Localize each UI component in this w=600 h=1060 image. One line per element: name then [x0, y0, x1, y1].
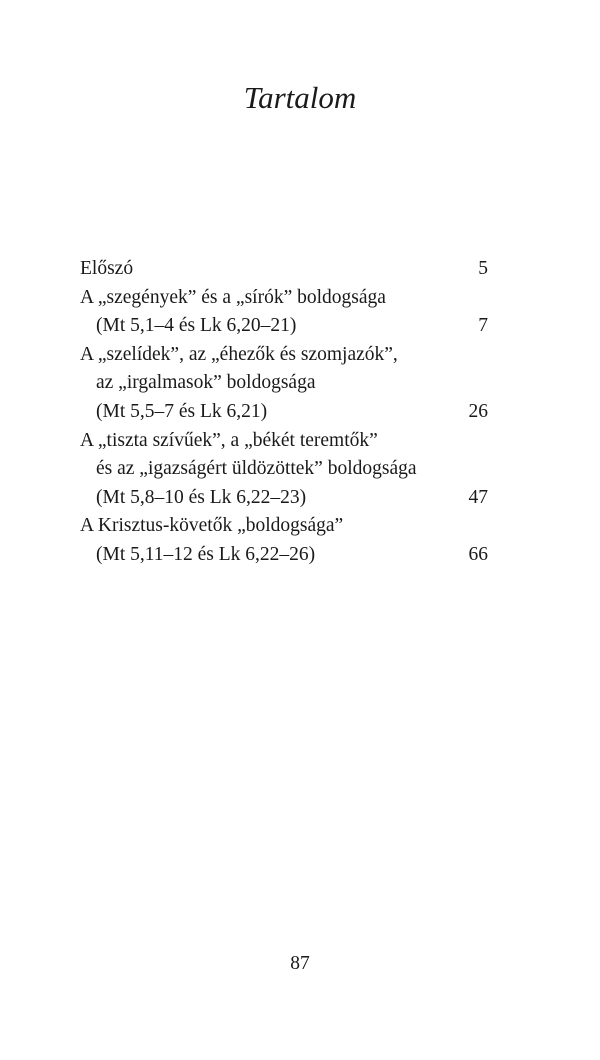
toc-entry-reference: (Mt 5,8–10 és Lk 6,22–23)	[96, 486, 307, 508]
toc-entry-chapter-4	[80, 512, 488, 569]
toc-entry-reference: (Mt 5,1–4 és Lk 6,20–21)	[96, 315, 297, 337]
toc-entry-title-continued: az „irgalmasok” boldogsága	[96, 372, 316, 394]
toc-entry-chapter-2	[80, 341, 488, 427]
toc-line	[80, 484, 488, 513]
page-number-folio: 87	[290, 953, 310, 974]
toc-entry-foreword	[80, 255, 488, 284]
toc-entry-title: A „szegények” és a „sírók” boldogsága	[80, 286, 386, 308]
toc-line	[80, 541, 488, 570]
toc-line	[80, 312, 488, 341]
toc-page-number: 5	[478, 258, 488, 279]
toc-page-number: 66	[468, 543, 488, 565]
toc-entry-title: A „szelídek”, az „éhezők és szomjazók”,	[80, 343, 398, 365]
toc-entry-chapter-1	[80, 284, 488, 341]
toc-entry-reference: (Mt 5,11–12 és Lk 6,22–26)	[96, 543, 316, 565]
toc-line	[80, 341, 488, 370]
toc-page-number: 47	[468, 486, 488, 508]
toc-line	[80, 284, 488, 313]
table-of-contents	[80, 255, 488, 570]
toc-entry-title-continued: és az „igazságért üldözöttek” boldogsága	[96, 458, 417, 480]
toc-line	[80, 255, 488, 284]
toc-line	[80, 512, 488, 541]
toc-page-number: 26	[468, 400, 488, 422]
toc-line	[80, 369, 488, 398]
toc-page-number: 7	[478, 315, 488, 337]
toc-entry-reference: (Mt 5,5–7 és Lk 6,21)	[96, 400, 268, 422]
toc-entry-title: A Krisztus-követők „boldogsága”	[80, 515, 344, 537]
toc-line	[80, 427, 488, 456]
toc-entry-chapter-3	[80, 427, 488, 513]
toc-line	[80, 455, 488, 484]
page-title: Tartalom	[243, 80, 357, 115]
toc-entry-title: Előszó	[80, 258, 134, 279]
toc-entry-title: A „tiszta szívűek”, a „békét teremtők”	[80, 429, 378, 451]
toc-line	[80, 398, 488, 427]
